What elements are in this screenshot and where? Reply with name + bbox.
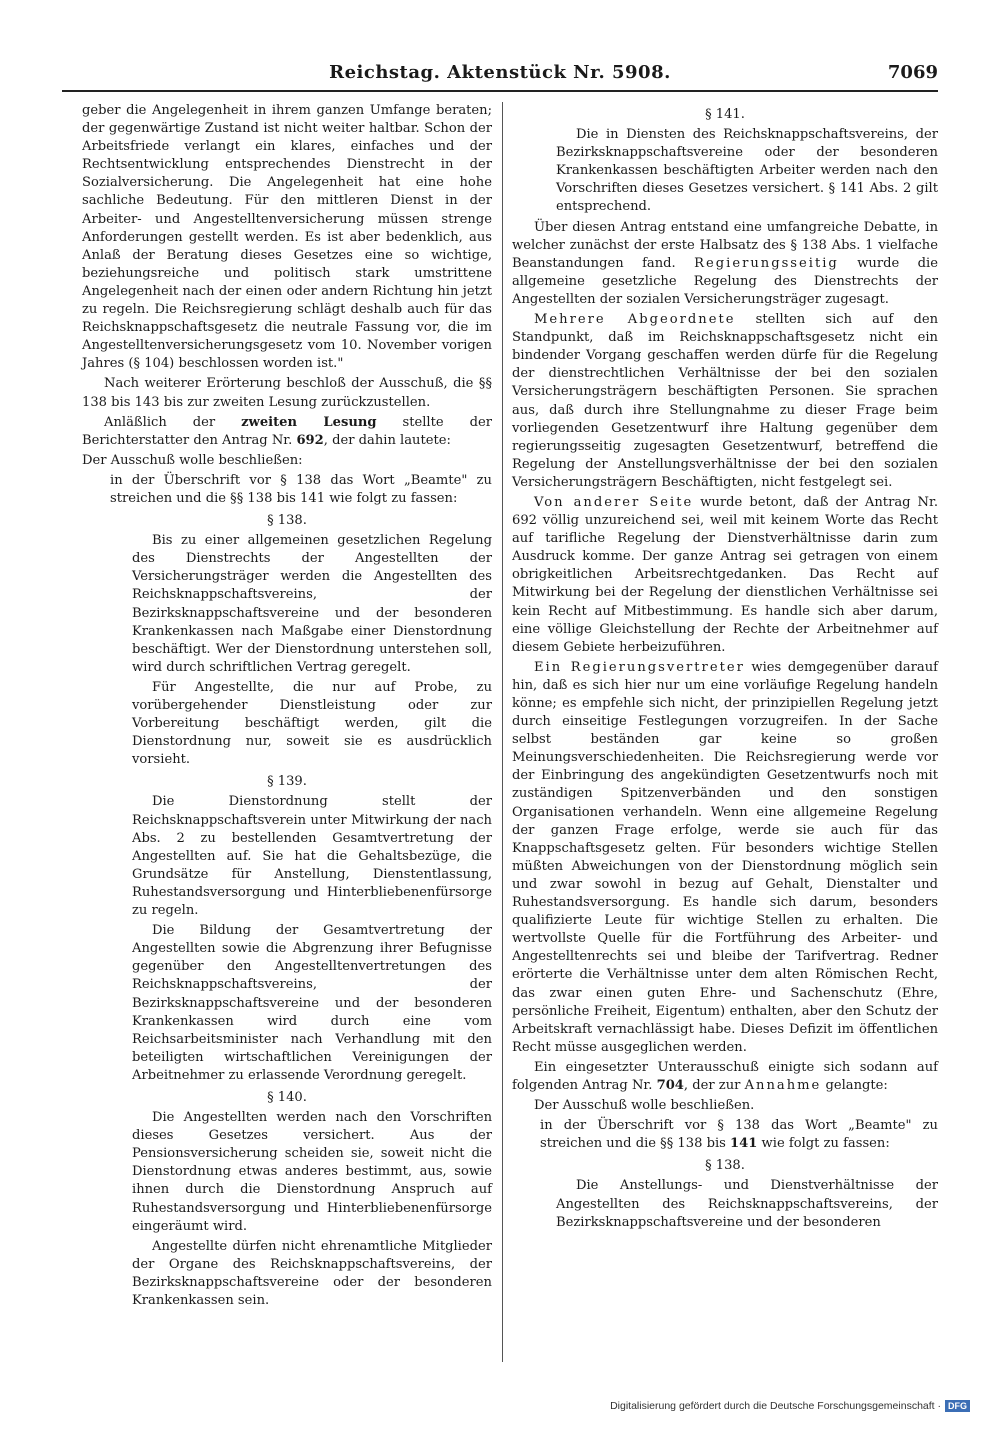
footer-text: Digitalisierung gefördert durch die Deutsche Forschungsgemeinschaft · [610, 1400, 941, 1412]
section-heading: § 139. [267, 774, 307, 790]
text-span: gelangte: [821, 1077, 888, 1093]
page-number: 7069 [887, 62, 938, 83]
spaced-text: Regierungsseitig [694, 255, 839, 271]
section-heading: § 140. [267, 1089, 307, 1105]
motion-number: 692 [296, 432, 324, 448]
law-text: Die Dienstordnung stellt der Reichsknappschaftsverein unter Mitwirkung der nach Abs. 2 zu bestellenden Gesamtvertretung der Angestellten auf. Sie hat die Gehaltsbezüge, die Grundsätze für Anstellung, Dienstentlassung, Ruhestandsversorgung und Hinterbliebenenfürsorge zu regeln. [132, 794, 492, 919]
text-span: Über diesen Antrag entstand eine umfangreiche Debatte, in welcher zunächst der erste Halbsatz des § 138 Abs. 1 vielfache Beanstandungen fand. [512, 219, 938, 271]
paragraph: Nach weiterer Erörterung beschloß der Ausschuß, die §§ 138 bis 143 bis zur zweiten Lesung zurückzustellen. [82, 376, 492, 410]
law-text: Die in Diensten des Reichsknappschaftsvereins, der Bezirksknappschaftsvereine oder der besonderen Krankenkassen beschäftigten Arbeiter werden nach den Vorschriften dieses Gesetzes versichert. § 141 Abs. 2 gilt entsprechend. [556, 127, 938, 215]
spaced-text: Ein Regierungsvertreter [534, 659, 745, 675]
page-header [62, 62, 938, 92]
section-heading: § 138. [267, 513, 307, 529]
paragraph [540, 1117, 938, 1153]
text-span: Anläßlich der [104, 414, 242, 430]
running-title: Reichstag. Aktenstück Nr. 5908. [329, 62, 671, 83]
spaced-text: Mehrere Abgeordnete [534, 312, 736, 328]
column-divider [502, 102, 503, 1362]
text-span: , der zur [683, 1077, 745, 1093]
paragraph: in der Überschrift vor § 138 das Wort „Beamte" zu streichen und die §§ 138 bis 141 wie folgt zu fassen: [110, 472, 492, 506]
paragraph: Der Ausschuß wolle beschließen: [82, 452, 303, 468]
text-span: wie folgt zu fassen: [757, 1136, 890, 1152]
section-heading: § 141. [705, 107, 745, 122]
footer-credit [0, 1400, 970, 1412]
law-text: Die Bildung der Gesamtvertretung der Angestellten sowie die Abgrenzung ihrer Befugnisse gegenüber den Angestelltenvertretungen des Reichsknappschaftsvereins, der Bezirksknappschaftsvereine und der besonderen Krankenkassen wird durch eine vom Reichsarbeitsminister nach Verhandlung mit den beteiligten wirtschaftlichen Vereinigungen der Arbeitnehmer zu erlassende Verordnung geregelt. [132, 923, 492, 1083]
text-span: , der dahin lautete: [323, 432, 451, 448]
right-column [512, 102, 938, 1234]
law-text: Die Anstellungs- und Dienstverhältnisse der Angestellten des Reichsknappschaftsvereins, der Bezirksknappschaftsvereine und der besonderen [556, 1178, 938, 1230]
text-span: in der Überschrift vor § 138 das Wort „Beamte" zu streichen und die §§ 138 bis [540, 1118, 938, 1152]
motion-number: 704 [656, 1077, 684, 1093]
header-rule [62, 90, 938, 92]
left-column [82, 102, 492, 1312]
paragraph [512, 494, 938, 657]
paragraph: Der Ausschuß wolle beschließen. [534, 1098, 755, 1114]
text-span: wies demgegenüber darauf hin, daß es sich hier nur um eine vorläufige Regelung handeln könne; es empfehle sich nicht, der prinzipiellen Regelung jetzt durch einseitige Festlegungen vorzugreifen. In der Sache selbst beständen gar keine so großen Meinungsverschiedenheiten. Die Reichsregierung werde vor der Einbringung des angekündigten Gesetzentwurfs noch mit zuständigen Spitzenverbänden und den sonstigen Organisationen verhandeln. Wenn eine allgemeine Regelung der ganzen Frage erfolge, werde sie auch für das Knappschaftsgesetz gelten. Für besonders wichtige Stellen müßten Abweichungen von der Dienstordnung möglich sein und zwar sowohl in bezug auf Gehalt, Dienstalter und Ruhestandsversorgung. Es handle sich darum, besonders qualifizierte Leute für wichtige Stellen zu erhalten. Die wertvollste Quelle für die Fortführung des Arbeiter- und Angestelltenrechts sei und bleibe der Tarifvertrag. Redner erörterte die Verhältnisse unter dem alten Römischen Recht, das zwar einen guten Ehre- und Sachenschutz (Ehre, persönliche Freiheit, Eigentum) enthalten, aber den Schutz der Arbeitskraft vernachlässigt habe. Dieses Defizit im öffentlichen Recht müsse ausgeglichen werden. [512, 659, 938, 1055]
dfg-logo: DFG [945, 1400, 970, 1412]
paragraph [512, 219, 938, 309]
text-span: wurde die allgemeine gesetzliche Regelung des Dienstrechts der Angestellten der sozialen Versicherungsträger zugesagt. [512, 255, 938, 307]
bold-text: zweiten Lesung [241, 414, 377, 430]
text-span: stellten sich auf den Standpunkt, daß im Reichsknappschaftsgesetz nicht ein bindender Vorgang geschaffen werden dürfe für die Regelung der dienstrechtlichen Verhältnisse der bei den sozialen Versicherungsträgern beschäftigten Personen. Sie sprachen aus, daß durch ihre Stellungnahme zu dieser Frage beim vorliegenden Gesetzentwurf ihre Haltung gegenüber dem regierungsseitig zugesagten Gesetzentwurf, betreffend die Regelung der Anstellungsverhältnisse der bei den sozialen Versicherungsträgern Beschäftigten, nicht festgelegt sei. [512, 312, 939, 490]
law-text: Für Angestellte, die nur auf Probe, zu vorübergehender Dienstleistung oder zur Vorbereitung beschäftigt werden, gilt die Dienstordnung nur, soweit sie es ausdrücklich vorsieht. [132, 679, 492, 768]
section-heading: § 138. [705, 1158, 745, 1174]
bold-text: 141 [730, 1136, 758, 1152]
paragraph [512, 659, 938, 1057]
law-text: Die Angestellten werden nach den Vorschriften dieses Gesetzes versichert. Aus der Pensionsversicherung scheiden sie, soweit nicht die Dienstordnung etwas anderes bestimmt, aus, sowie ihnen durch die Dienstordnung Anspruch auf Ruhestandsversorgung und Hinterbliebenenfürsorge eingeräumt wird. [132, 1110, 492, 1234]
paragraph [512, 1059, 938, 1095]
text-span: stellte der Berichterstatter den Antrag Nr. [82, 414, 492, 448]
paragraph [512, 311, 938, 492]
law-text: Angestellte dürfen nicht ehrenamtliche Mitglieder der Organe des Reichsknappschaftsvereins, der Bezirksknappschaftsvereine oder der besonderen Krankenkassen sein. [132, 1238, 492, 1308]
paragraph: geber die Angelegenheit in ihrem ganzen Umfange beraten; der gegenwärtige Zustand ist nicht weiter haltbar. Schon der Arbeitsfriede verlangt ein klares, einfaches und der Rechtsentwicklung entsprechendes Dienstrecht in der Sozialversicherung. Die Angelegenheit hat eine hohe sachliche Bedeutung. Für den mittleren Dienst in der Arbeiter- und Angestelltenversicherung müssen strenge Anforderungen gestellt werden. Es ist aber bedenklich, aus Anlaß der Beratung dieses Gesetzes eine so wichtige, beziehungsreiche und politisch stark umstrittene Angelegenheit nach der einen oder andern Richtung hin jetzt zu regeln. Die Reichsregierung schlägt deshalb auch für das Reichsknappschaftsgesetz die neutrale Fassung vor, die im Angestelltenversicherungsgesetz vom 10. November vorigen Jahres (§ 104) beschlossen worden ist." [82, 103, 492, 372]
text-span: Ein eingesetzter Unterausschuß einigte sich sodann auf folgenden Antrag Nr. [512, 1059, 938, 1093]
spaced-text: Annahme [744, 1077, 822, 1093]
text-span: wurde betont, daß der Antrag Nr. 692 völlig unzureichend sei, weil mit keinem Worte das Recht auf tarifliche Regelung der Dienstverhältnisse darin zum Ausdruck komme. Der ganze Antrag sei getragen von einem obrigkeitlichen Arbeitsrechtgedanken. Das Recht auf Mitwirkung bei der Regelung der dienstlichen Verhältnisse sei kein Recht auf Mitbestimmung. Es handle sich aber darum, eine völlige Gleichstellung der Rechte der Arbeitnehmer auf diesem Gebiete herbeizuführen. [512, 494, 939, 655]
law-text: Bis zu einer allgemeinen gesetzlichen Regelung des Dienstrechts der Angestellten der Versicherungsträger werden die Angestellten des Reichsknappschaftsvereins, der Bezirksknappschaftsvereine und der besonderen Krankenkassen nach Maßgabe einer Dienstordnung beschäftigt. Wer der Dienstordnung unterstehen soll, wird durch schriftlichen Vertrag geregelt. [132, 533, 492, 675]
spaced-text: Von anderer Seite [534, 494, 694, 510]
paragraph [82, 414, 492, 450]
